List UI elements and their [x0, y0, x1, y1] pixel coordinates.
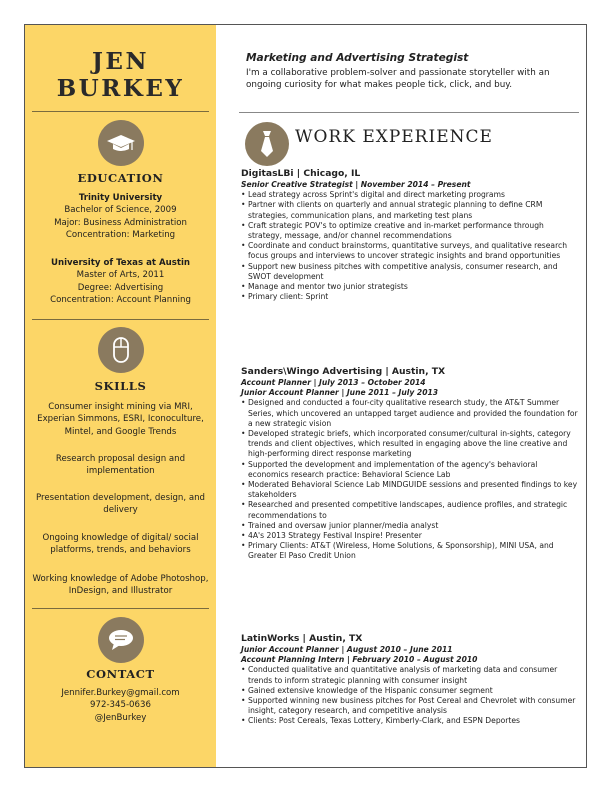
school-name: University of Texas at Austin	[50, 258, 191, 268]
job-heading: Sanders\Wingo Advertising | Austin, TX	[241, 366, 446, 377]
list-item: • Moderated Behavioral Science Lab MINDGUIDE sessions and presented findings to key stakeholders	[241, 480, 579, 500]
divider	[32, 319, 209, 320]
list-item: • Gained extensive knowledge of the Hispanic consumer segment	[241, 686, 579, 696]
list-item: • Coordinate and conduct brainstorms, quantitative surveys, and qualitative research focus groups and interviews to uncover strategic insights and brand opportunities	[241, 241, 579, 261]
last-name: BURKEY	[56, 75, 185, 102]
speech-bubble-icon	[98, 617, 144, 663]
job-bullets	[241, 398, 579, 561]
job-heading: DigitasLBi | Chicago, IL	[241, 168, 361, 179]
resume-page	[24, 24, 587, 768]
list-item: • Developed strategic briefs, which incorporated consumer/cultural in-sights, category trends and client objectives, which resulted in engaging above the line creative and high-performing direct response marketing	[241, 429, 579, 460]
main-column	[239, 25, 584, 767]
list-item: • Primary Clients: AT&T (Wireless, Home Solutions, & Sponsorship), MINI USA, and Greater El Paso Credit Union	[241, 541, 579, 561]
list-item: • 4A's 2013 Strategy Festival Inspire! Presenter	[241, 531, 579, 541]
graduation-cap-icon	[98, 120, 144, 166]
computer-mouse-icon	[98, 327, 144, 373]
school-line: Concentration: Marketing	[65, 229, 176, 240]
job-role: Senior Creative Strategist | November 2014 – Present	[241, 180, 471, 189]
job-role: Account Planning Intern | February 2010 – August 2010	[241, 655, 478, 665]
intro-text: I'm a collaborative problem-solver and passionate storyteller with an ongoing curiosity for what makes people tick, click, and buy.	[246, 68, 550, 90]
list-item: • Trained and oversaw junior planner/media analyst	[241, 521, 579, 531]
headline: Marketing and Advertising Strategist	[246, 52, 469, 64]
necktie-icon	[245, 122, 289, 166]
list-item: • Designed and conducted a four-city qualitative research study, the AT&T Summer Series, which uncovered an untapped target audience and provided the foundation for a new strategic vision	[241, 398, 579, 429]
list-item: • Partner with clients on quarterly and annual strategic planning to define CRM strategies, communication plans, and marketing test plans	[241, 200, 579, 220]
work-experience-title: WORK EXPERIENCE	[295, 127, 493, 147]
first-name: JEN	[92, 48, 149, 75]
school-name: Trinity University	[78, 193, 163, 203]
list-item: • Supported winning new business pitches for Post Cereal and Chevrolet with consumer insight, category research, and competitive analysis	[241, 696, 579, 716]
school-line: Major: Business Administration	[54, 217, 187, 228]
contact-handle[interactable]: @JenBurkey	[94, 712, 147, 723]
job-role: Account Planner | July 2013 – October 2014	[241, 378, 426, 387]
list-item: • Supported the development and implementation of the agency's behavioral economics research practice: Behavioral Science Lab	[241, 460, 579, 480]
school-line: Concentration: Account Planning	[50, 294, 191, 305]
list-item: • Support new business pitches with competitive analysis, consumer research, and SWOT development	[241, 262, 579, 282]
skill-item: Research proposal design and implementation	[55, 454, 186, 477]
job-entry	[241, 633, 579, 727]
job-bullets	[241, 190, 579, 302]
skill-item: Working knowledge of Adobe Photoshop, InDesign, and Illustrator	[32, 574, 209, 597]
education-title: EDUCATION	[77, 171, 164, 185]
list-item: • Craft strategic POV's to optimize creative and in-market performance through strategy, message, and/or channel recommendations	[241, 221, 579, 241]
job-role: Junior Account Planner | June 2011 – July 2013	[241, 388, 439, 398]
skill-item: Presentation development, design, and delivery	[36, 493, 205, 516]
list-item: • Manage and mentor two junior strategists	[241, 282, 579, 292]
list-item: • Conducted qualitative and quantitative analysis of marketing data and consumer trends to inform strategic planning with consumer insight	[241, 665, 579, 685]
sidebar	[25, 25, 216, 767]
contact-title: CONTACT	[86, 667, 155, 681]
contact-details	[31, 687, 210, 724]
list-item: • Lead strategy across Sprint's digital and direct marketing programs	[241, 190, 579, 200]
skills-title: SKILLS	[94, 379, 147, 393]
school-line: Master of Arts, 2011	[76, 270, 165, 281]
job-entry	[241, 366, 579, 562]
contact-phone[interactable]: 972-345-0636	[90, 700, 151, 711]
list-item: • Clients: Post Cereals, Texas Lottery, Kimberly-Clark, and ESPN Deportes	[241, 716, 579, 726]
divider	[32, 111, 209, 112]
job-bullets	[241, 665, 579, 726]
list-item: • Researched and presented competitive landscapes, audience profiles, and strategic recommendations to	[241, 500, 579, 520]
divider	[32, 608, 209, 609]
job-role: Junior Account Planner | August 2010 – June 2011	[241, 645, 453, 654]
education-school-2	[31, 257, 210, 306]
divider	[239, 112, 579, 113]
contact-email[interactable]: Jennifer.Burkey@gmail.com	[61, 688, 180, 698]
skill-item: Consumer insight mining via MRI, Experian Simmons, ESRI, Iconoculture, Mintel, and Google Trends	[37, 402, 204, 437]
school-line: Bachelor of Science, 2009	[64, 205, 177, 216]
job-entry	[241, 168, 579, 302]
school-line: Degree: Advertising	[77, 282, 164, 293]
skill-item: Ongoing knowledge of digital/ social platforms, trends, and behaviors	[42, 533, 199, 556]
education-school-1	[31, 192, 210, 241]
list-item: • Primary client: Sprint	[241, 292, 579, 302]
job-heading: LatinWorks | Austin, TX	[241, 633, 363, 644]
